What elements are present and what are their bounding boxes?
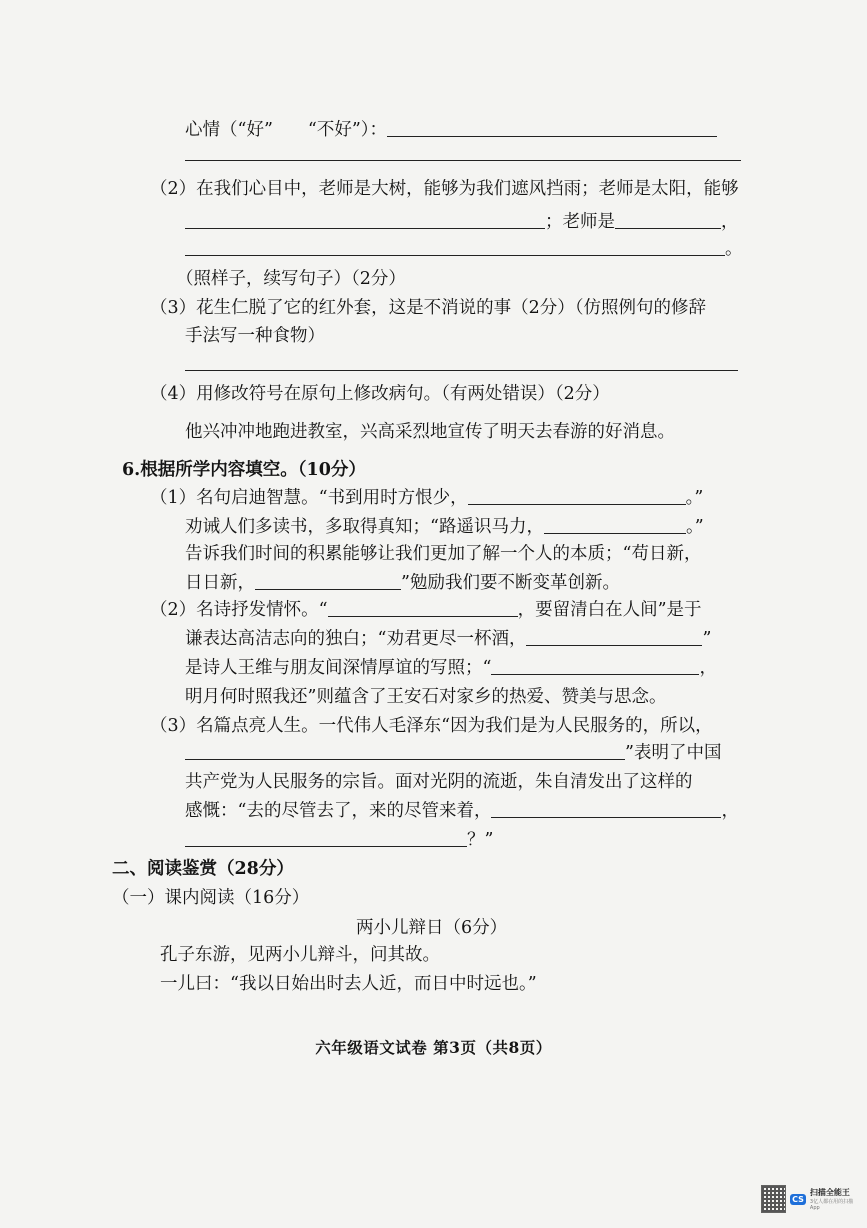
q6-title: 6.根据所学内容填空。（10分） bbox=[122, 460, 366, 480]
watermark-text: 扫描全能王 3亿人都在用的扫描App bbox=[809, 1188, 854, 1211]
app-logo-icon: CS bbox=[792, 1194, 804, 1204]
answer-blank[interactable] bbox=[615, 210, 721, 229]
answer-blank[interactable] bbox=[544, 515, 686, 534]
q2-prompt: （2）在我们心目中，老师是大树，能够为我们遮风挡雨；老师是太阳，能够 bbox=[150, 179, 739, 199]
q4-sentence: 他兴冲冲地跑进教室，兴高采烈地宣传了明天去春游的好消息。 bbox=[185, 422, 675, 442]
passage-title: 两小儿辩日（6分） bbox=[356, 918, 508, 938]
q3-prompt-cont: 手法写一种食物） bbox=[185, 326, 325, 346]
answer-blank[interactable] bbox=[255, 571, 401, 590]
q6-3d: 感慨：“去的尽管去了，来的尽管来着， ， bbox=[185, 801, 739, 821]
q6-2c: 是诗人王维与朋友间深情厚谊的写照；“ ， bbox=[185, 658, 717, 678]
q6-3c: 共产党为人民服务的宗旨。面对光阴的流逝，朱自清发出了这样的 bbox=[185, 772, 693, 792]
q6-1a: （1）名句启迪智慧。“书到用时方恨少， 。” bbox=[150, 488, 704, 508]
answer-blank[interactable] bbox=[491, 656, 699, 675]
scanner-watermark bbox=[761, 1184, 857, 1214]
q6-1c: 告诉我们时间的积累能够让我们更加了解一个人的本质；“苟日新， bbox=[185, 544, 702, 564]
answer-blank[interactable] bbox=[185, 370, 738, 371]
q6-3e: ？” bbox=[185, 828, 493, 852]
passage-paragraph: 孔子东游，见两小儿辩斗，问其故。 bbox=[160, 945, 440, 965]
subsection-heading: （一）课内阅读（16分） bbox=[112, 888, 310, 908]
q6-1d: 日日新， ”勉励我们要不断变革创新。 bbox=[185, 573, 620, 593]
answer-blank[interactable] bbox=[491, 799, 721, 818]
q2-line3: 。 bbox=[185, 237, 743, 261]
answer-blank[interactable] bbox=[387, 118, 717, 137]
answer-blank[interactable] bbox=[185, 237, 725, 256]
q6-2b: 谦表达高洁志向的独白；“劝君更尽一杯酒， ” bbox=[185, 629, 712, 649]
q2-line2: ；老师是 ， bbox=[185, 210, 739, 234]
answer-blank[interactable] bbox=[526, 627, 702, 646]
page-footer: 六年级语文试卷 第3页（共8页） bbox=[315, 1038, 552, 1057]
section-heading: 二、阅读鉴赏（28分） bbox=[112, 859, 294, 879]
q2-note: （照样子，续写句子）（2分） bbox=[176, 269, 406, 289]
answer-blank[interactable] bbox=[328, 598, 518, 617]
q6-3a: （3）名篇点亮人生。一代伟人毛泽东“因为我们是为人民服务的，所以， bbox=[150, 716, 713, 736]
answer-blank[interactable] bbox=[185, 741, 625, 760]
answer-blank[interactable] bbox=[185, 828, 467, 847]
q3-prompt: （3）花生仁脱了它的红外套，这是不消说的事（2分）（仿照例句的修辞 bbox=[150, 298, 707, 318]
q6-2d: 明月何时照我还”则蕴含了王安石对家乡的热爱、赞美与思念。 bbox=[185, 687, 667, 707]
answer-blank[interactable] bbox=[468, 486, 686, 505]
q4-prompt: （4）用修改符号在原句上修改病句。（有两处错误）（2分） bbox=[150, 384, 610, 404]
answer-blank[interactable] bbox=[185, 160, 741, 161]
q6-2a: （2）名诗抒发情怀。“ ，要留清白在人间”是于 bbox=[150, 600, 702, 620]
passage-paragraph: 一儿曰：“我以日始出时去人近，而日中时远也。” bbox=[160, 974, 537, 994]
q6-3b: ”表明了中国 bbox=[185, 741, 721, 765]
answer-blank[interactable] bbox=[185, 210, 545, 229]
qr-code-icon bbox=[761, 1185, 786, 1213]
q6-1b: 劝诫人们多读书，多取得真知；“路遥识马力， 。” bbox=[185, 517, 704, 537]
mood-line: 心情（“好” “不好”）： bbox=[185, 118, 717, 142]
